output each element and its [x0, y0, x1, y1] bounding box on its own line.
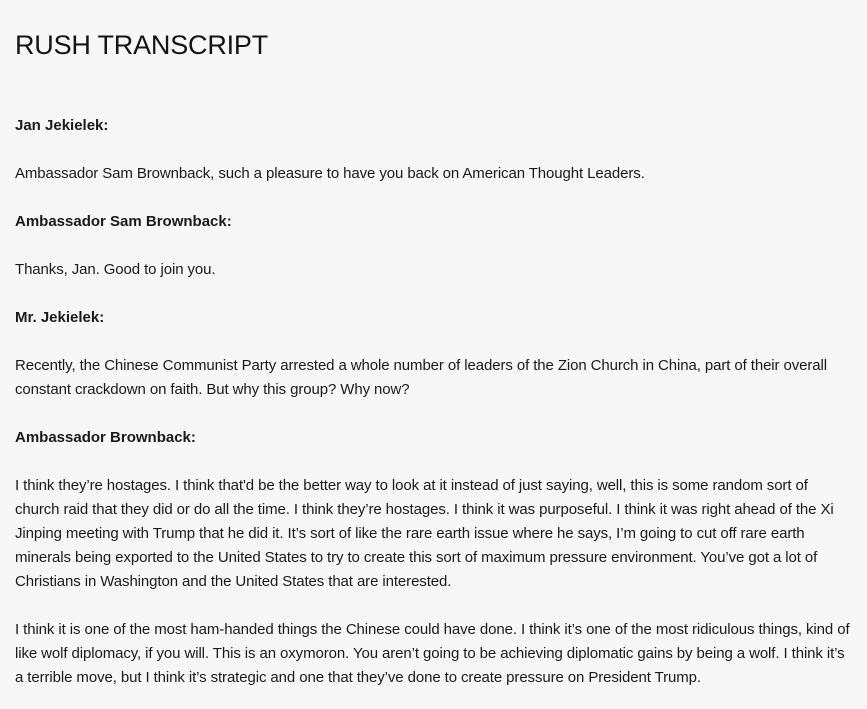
- speaker-label: Jan Jekielek:: [15, 117, 109, 134]
- transcript-paragraph: Recently, the Chinese Communist Party arrested a whole number of leaders of the Zion Church in China, part of their overall constant crackdown on faith. But why this group? Why now?: [15, 357, 827, 398]
- page-title: RUSH TRANSCRIPT: [15, 30, 269, 60]
- speaker-label: Ambassador Brownback:: [15, 429, 196, 446]
- transcript-paragraph: Ambassador Sam Brownback, such a pleasure to have you back on American Thought Leaders.: [15, 165, 645, 182]
- speaker-label: Mr. Jekielek:: [15, 309, 105, 326]
- transcript-paragraph: I think they’re hostages. I think that'd be the better way to look at it instead of just saying, well, this is some random sort of church raid that they did or do all the time. I think they’re hostages. I think it was purposeful. I think it was right ahead of the Xi Jinping meeting with Trump that he did it. It’s sort of like the rare earth issue where he says, I’m going to cut off rare earth minerals being exported to the United States to try to create this sort of maximum pressure environment. You’ve got a lot of Christians in Washington and the United States that are interested.: [15, 477, 834, 590]
- transcript-paragraph: I think it is one of the most ham-handed things the Chinese could have done. I think it’s one of the most ridiculous things, kind of like wolf diplomacy, if you will. This is an oxymoron. You aren’t going to be achieving diplomatic gains by being a wolf. I think it’s a terrible move, but I think it’s strategic and one that they’ve done to create pressure on President Trump.: [15, 621, 850, 686]
- transcript-paragraph: Thanks, Jan. Good to join you.: [15, 261, 216, 278]
- speaker-label: Ambassador Sam Brownback:: [15, 213, 232, 230]
- transcript-body: [15, 114, 852, 690]
